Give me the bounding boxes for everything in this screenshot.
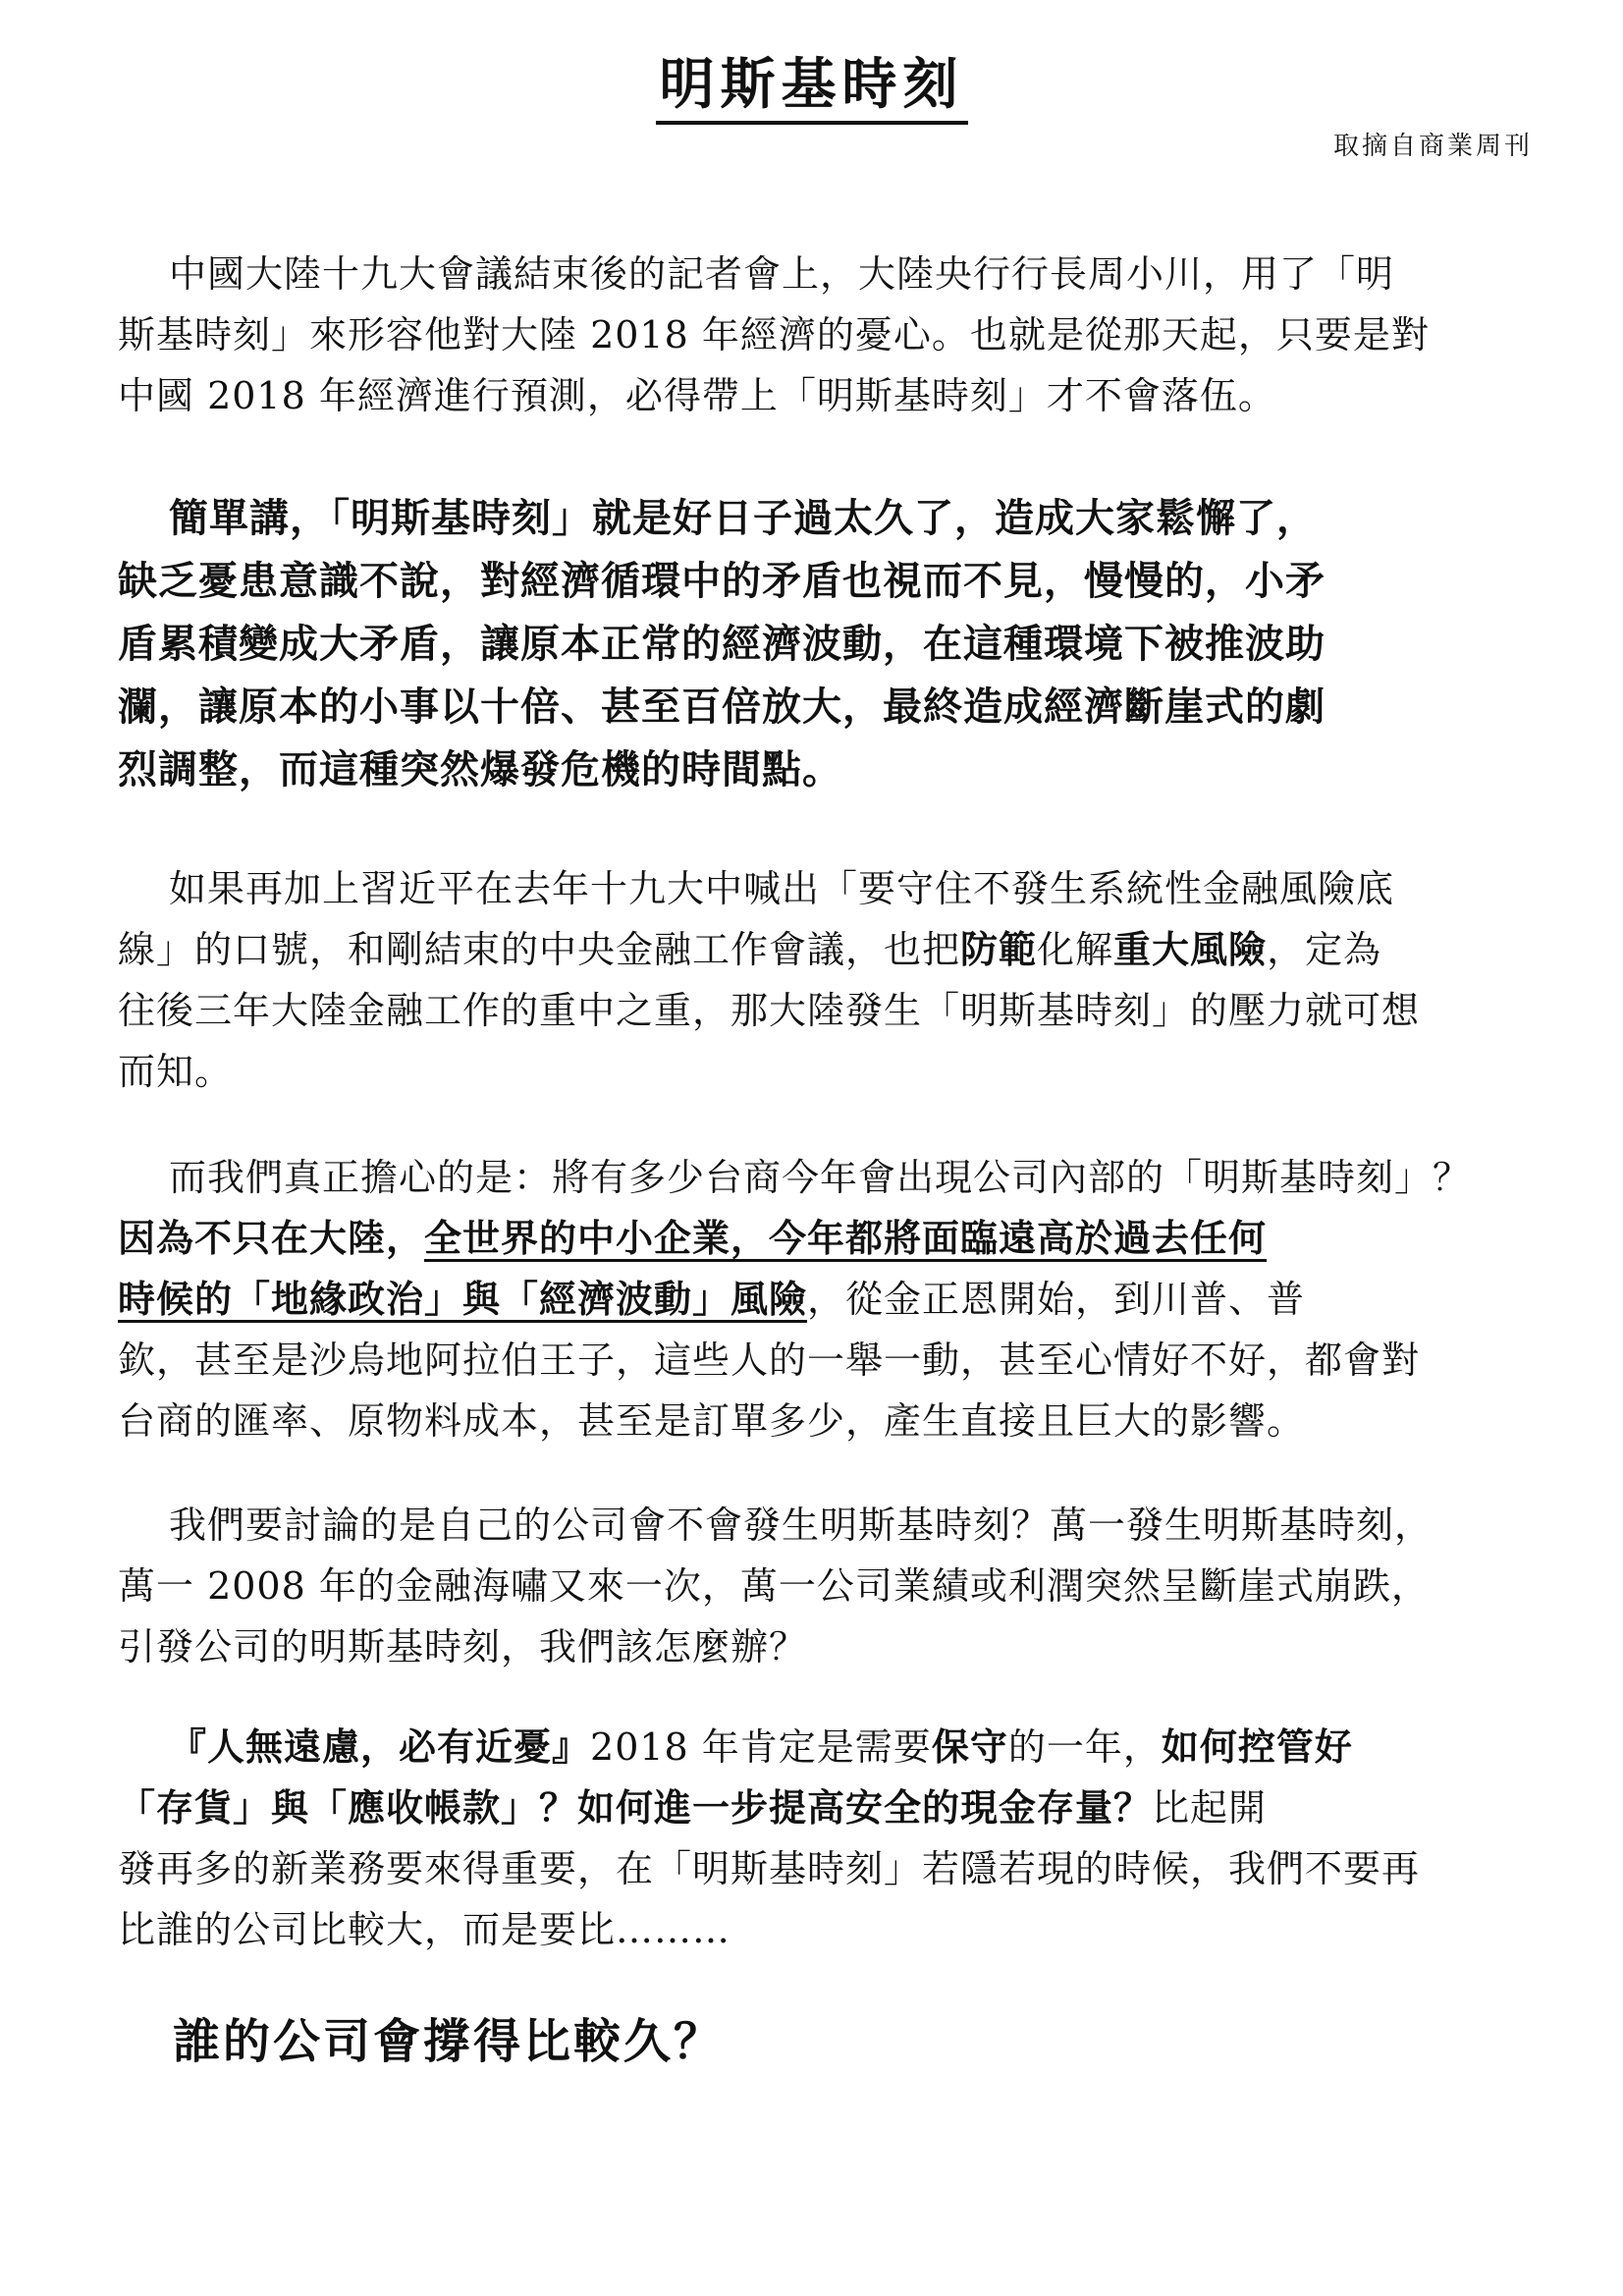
text-line: 中國 2018 年經濟進行預測，必得帶上「明斯基時刻」才不會落伍。 (118, 374, 1276, 417)
text-line: 簡單講，「明斯基時刻」就是好日子過太久了，造成大家鬆懈了， (169, 495, 1317, 541)
text-line: 烈調整，而這種突然爆發危機的時間點。 (118, 746, 842, 793)
source-note: 取摘自商業周刊 (1332, 132, 1533, 161)
emphasis: 保守 (931, 1724, 1008, 1769)
paragraph-5 (118, 1495, 1551, 1677)
text-line: 萬一 2008 年的金融海嘯又來一次，萬一公司業績或利潤突然呈斷崖式崩跌， (118, 1564, 1430, 1608)
underlined-emphasis: 全世界的中小企業，今年都將面臨遠高於過去任何 (424, 1216, 1268, 1260)
paragraph-1 (118, 244, 1551, 426)
text-line: 中國大陸十九大會議結束後的記者會上，大陸央行行長周小川，用了「明 (169, 252, 1395, 296)
text-line: 而我們真正擔心的是：將有多少台商今年會出現公司內部的「明斯基時刻」？ (169, 1156, 1472, 1199)
text-line: 線」的口號，和剛結束的中央金融工作會議，也把防範化解重大風險，定為 (118, 927, 1382, 971)
emphasis: 重大風險 (1113, 927, 1268, 971)
text-line: 往後三年大陸金融工作的重中之重，那大陸發生「明斯基時刻」的壓力就可想 (118, 989, 1421, 1032)
text-line: 發再多的新業務要來得重要，在「明斯基時刻」若隱若現的時候，我們不要再 (118, 1847, 1421, 1890)
text-line: 如果再加上習近平在去年十九大中喊出「要守住不發生系統性金融風險底 (169, 867, 1395, 910)
text-line: 欽，甚至是沙烏地阿拉伯王子，這些人的一舉一動，甚至心情好不好，都會對 (118, 1339, 1421, 1382)
text-line: 台商的匯率、原物料成本，甚至是訂單多少，產生直接且巨大的影響。 (118, 1399, 1306, 1443)
text-line: 『人無遠慮，必有近憂』2018 年肯定是需要保守的一年，如何控管好 (169, 1724, 1353, 1769)
text-line: 盾累積變成大矛盾，讓原本正常的經濟波動，在這種環境下被推波助 (118, 621, 1325, 667)
underlined-emphasis: 時候的「地緣政治」與「經濟波動」風險 (118, 1277, 808, 1321)
document-title: 明斯基時刻 (0, 41, 1623, 120)
text-line: 時候的「地緣政治」與「經濟波動」風險，從金正恩開始，到川普、普 (118, 1277, 1306, 1321)
paragraph-4 (118, 1147, 1551, 1451)
text-line: 引發公司的明斯基時刻，我們該怎麼辦？ (118, 1625, 808, 1668)
text-line: 「存貨」與「應收帳款」？如何進一步提高安全的現金存量？比起開 (118, 1785, 1268, 1830)
text-line (118, 1208, 1551, 1269)
text-line: 瀾，讓原本的小事以十倍、甚至百倍放大，最終造成經濟斷崖式的劇 (118, 683, 1325, 730)
closing-question: 誰的公司會撐得比較久？ (173, 2014, 725, 2069)
text-line: 比誰的公司比較大，而是要比……… (118, 1908, 731, 1951)
emphasis: 『人無遠慮，必有近憂』 (169, 1724, 591, 1769)
paragraph-6 (118, 1717, 1551, 1960)
text-line: 缺乏憂患意識不說，對經濟循環中的矛盾也視而不見，慢慢的，小矛 (118, 558, 1325, 604)
emphasis: 如何控管好 (1161, 1724, 1353, 1769)
paragraph-3 (118, 858, 1551, 1102)
text-line: 我們要討論的是自己的公司會不會發生明斯基時刻？萬一發生明斯基時刻， (169, 1503, 1434, 1547)
paragraph-2 (118, 487, 1551, 801)
emphasis: 防範 (960, 927, 1038, 971)
emphasis: 因為不只在大陸， (118, 1216, 425, 1260)
text-line: 而知。 (118, 1050, 234, 1093)
emphasis: 「存貨」與「應收帳款」？如何進一步提高安全的現金存量？ (118, 1785, 1153, 1830)
text-line: 斯基時刻」來形容他對大陸 2018 年經濟的憂心。也就是從那天起，只要是對 (118, 313, 1430, 356)
